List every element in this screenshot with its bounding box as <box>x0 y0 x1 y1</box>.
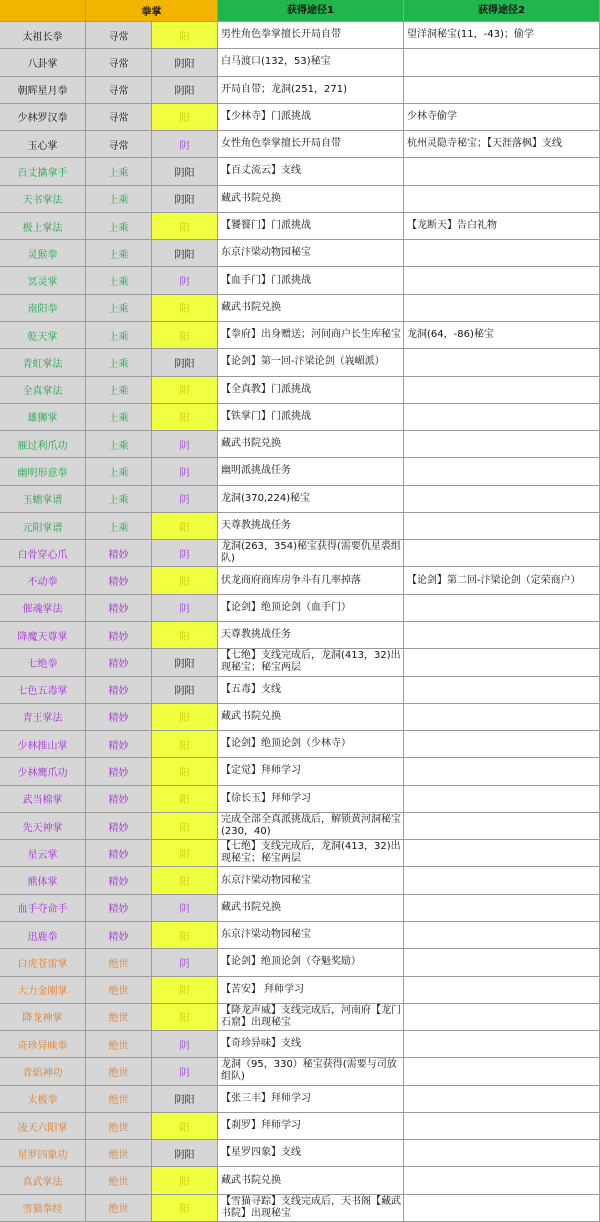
skill-name-cell: 南阳拳 <box>0 295 86 322</box>
source1-cell: 【论剑】第一回-汴梁论剑（峩嵋派） <box>218 349 404 376</box>
table-row <box>0 622 600 649</box>
grade-cell: 精妙 <box>86 922 152 949</box>
skill-name-cell: 全真掌法 <box>0 377 86 404</box>
yinyang-cell: 阴 <box>152 540 218 567</box>
yinyang-cell: 阳 <box>152 1167 218 1194</box>
source2-cell <box>404 49 600 76</box>
grade-cell: 精妙 <box>86 895 152 922</box>
skill-name-cell: 天书掌法 <box>0 186 86 213</box>
skill-name-cell: 幽明形意拳 <box>0 458 86 485</box>
skill-name-cell: 真武掌法 <box>0 1167 86 1194</box>
source1-cell: 【百丈流云】支线 <box>218 158 404 185</box>
source1-cell: 男性角色拳掌擅长开局自带 <box>218 22 404 49</box>
table-row <box>0 567 600 594</box>
source2-cell <box>404 240 600 267</box>
table-row <box>0 1140 600 1167</box>
grade-cell: 寻常 <box>86 22 152 49</box>
grade-cell: 绝世 <box>86 1086 152 1113</box>
grade-cell: 上乘 <box>86 240 152 267</box>
grade-cell: 上乘 <box>86 486 152 513</box>
skill-name-cell: 冥灵掌 <box>0 267 86 294</box>
grade-cell: 上乘 <box>86 404 152 431</box>
skill-name-cell: 雁过利爪功 <box>0 431 86 458</box>
grade-cell: 绝世 <box>86 1167 152 1194</box>
source2-cell <box>404 1113 600 1140</box>
source2-cell <box>404 1086 600 1113</box>
source1-cell: 【论剑】绝顶论剑（夺魁奖励） <box>218 949 404 976</box>
source1-cell: 女性角色拳掌擅长开局自带 <box>218 131 404 158</box>
grade-cell: 上乘 <box>86 158 152 185</box>
source1-cell: 【少林寺】门派挑战 <box>218 104 404 131</box>
skill-name-cell: 玉心掌 <box>0 131 86 158</box>
source1-cell: 藏武书院兑换 <box>218 186 404 213</box>
skill-name-cell: 降魔天尊掌 <box>0 622 86 649</box>
table-row <box>0 458 600 485</box>
skill-name-cell: 太祖长拳 <box>0 22 86 49</box>
skill-name-cell: 七绝拳 <box>0 649 86 676</box>
yinyang-cell: 阴阳 <box>152 240 218 267</box>
skill-name-cell: 催魂掌法 <box>0 595 86 622</box>
source2-cell <box>404 595 600 622</box>
table-row <box>0 1031 600 1058</box>
source2-cell: 杭州灵隐寺秘宝；【天涯落枫】支线 <box>404 131 600 158</box>
source2-cell <box>404 1004 600 1031</box>
table-row <box>0 267 600 294</box>
table-row <box>0 77 600 104</box>
skill-name-cell: 朝辉星月拳 <box>0 77 86 104</box>
yinyang-cell: 阳 <box>152 513 218 540</box>
table-row <box>0 867 600 894</box>
yinyang-cell: 阴 <box>152 1058 218 1085</box>
table-row <box>0 758 600 785</box>
grade-cell: 上乘 <box>86 349 152 376</box>
grade-cell: 寻常 <box>86 104 152 131</box>
yinyang-cell: 阳 <box>152 813 218 840</box>
table-row <box>0 49 600 76</box>
grade-cell: 上乘 <box>86 322 152 349</box>
table-row <box>0 840 600 867</box>
yinyang-cell: 阴 <box>152 431 218 458</box>
source2-cell <box>404 267 600 294</box>
yinyang-cell: 阳 <box>152 295 218 322</box>
source2-cell <box>404 949 600 976</box>
table-row <box>0 1058 600 1085</box>
grade-cell: 精妙 <box>86 649 152 676</box>
source2-cell <box>404 813 600 840</box>
source2-cell <box>404 513 600 540</box>
yinyang-cell: 阴阳 <box>152 49 218 76</box>
source1-cell: 藏武书院兑换 <box>218 1167 404 1194</box>
yinyang-cell: 阴阳 <box>152 677 218 704</box>
source1-cell: 【苦安】 拜师学习 <box>218 977 404 1004</box>
source1-cell: 天尊教挑战任务 <box>218 622 404 649</box>
source1-cell: 天尊教挑战任务 <box>218 513 404 540</box>
source1-cell: 藏武书院兑换 <box>218 704 404 731</box>
source1-cell: 东京汴梁动物园秘宝 <box>218 922 404 949</box>
table-row <box>0 322 600 349</box>
source2-cell <box>404 404 600 431</box>
skill-name-cell: 少林鹰爪功 <box>0 758 86 785</box>
source1-cell: 白马渡口(132，53)秘宝 <box>218 49 404 76</box>
grade-cell: 精妙 <box>86 595 152 622</box>
source1-cell: 【定觉】拜师学习 <box>218 758 404 785</box>
skill-name-cell: 白骨穿心爪 <box>0 540 86 567</box>
table-row <box>0 349 600 376</box>
yinyang-cell: 阳 <box>152 1004 218 1031</box>
yinyang-cell: 阳 <box>152 213 218 240</box>
grade-cell: 精妙 <box>86 840 152 867</box>
table-row <box>0 104 600 131</box>
grade-cell: 上乘 <box>86 186 152 213</box>
grade-cell: 精妙 <box>86 786 152 813</box>
source2-cell: 【论剑】第二回-汴梁论剑（定荣商户） <box>404 567 600 594</box>
yinyang-cell: 阴阳 <box>152 1086 218 1113</box>
table-row <box>0 949 600 976</box>
skill-name-cell: 乾天掌 <box>0 322 86 349</box>
grade-cell: 上乘 <box>86 295 152 322</box>
grade-cell: 寻常 <box>86 77 152 104</box>
yinyang-cell: 阳 <box>152 758 218 785</box>
skill-name-cell: 八卦掌 <box>0 49 86 76</box>
source1-cell: 【七绝】支线完成后，龙洞(413，32)出现秘宝；秘宝两层 <box>218 840 404 867</box>
yinyang-cell: 阳 <box>152 704 218 731</box>
source1-cell: 伏龙商府商库房争斗有几率掉落 <box>218 567 404 594</box>
source1-cell: 龙洞(263，354)秘宝获得(需要仇星裘组队) <box>218 540 404 567</box>
skill-name-cell: 百丈擒拿手 <box>0 158 86 185</box>
source1-cell: 【张三丰】拜师学习 <box>218 1086 404 1113</box>
grade-cell: 绝世 <box>86 1140 152 1167</box>
grade-cell: 绝世 <box>86 1031 152 1058</box>
table-row <box>0 295 600 322</box>
source1-cell: 【论剑】绝顶论剑（少林寺） <box>218 731 404 758</box>
table-row <box>0 431 600 458</box>
header-source1-cell: 获得途径1 <box>218 0 404 22</box>
skill-name-cell: 不动拳 <box>0 567 86 594</box>
source2-cell <box>404 895 600 922</box>
source1-cell: 开局自带；龙洞(251，271) <box>218 77 404 104</box>
source1-cell: 藏武书院兑换 <box>218 895 404 922</box>
yinyang-cell: 阴阳 <box>152 77 218 104</box>
skill-name-cell: 奇珍异味拳 <box>0 1031 86 1058</box>
yinyang-cell: 阳 <box>152 622 218 649</box>
table-row <box>0 1086 600 1113</box>
source2-cell <box>404 377 600 404</box>
source2-cell <box>404 431 600 458</box>
skill-name-cell: 熊体掌 <box>0 867 86 894</box>
yinyang-cell: 阴 <box>152 131 218 158</box>
source2-cell <box>404 677 600 704</box>
table-row <box>0 977 600 1004</box>
grade-cell: 绝世 <box>86 1004 152 1031</box>
source1-cell: 【星罗四象】支线 <box>218 1140 404 1167</box>
yinyang-cell: 阴 <box>152 486 218 513</box>
grade-cell: 绝世 <box>86 949 152 976</box>
grade-cell: 精妙 <box>86 567 152 594</box>
table-row <box>0 922 600 949</box>
source1-cell: 【七绝】支线完成后，龙洞(413，32)出现秘宝；秘宝两层 <box>218 649 404 676</box>
skill-name-cell: 元阳掌谱 <box>0 513 86 540</box>
source2-cell <box>404 1195 600 1222</box>
source2-cell <box>404 786 600 813</box>
yinyang-cell: 阳 <box>152 567 218 594</box>
yinyang-cell: 阴阳 <box>152 649 218 676</box>
source1-cell: 【雪猫寻踪】支线完成后，天书阁【藏武书院】出现秘宝 <box>218 1195 404 1222</box>
source2-cell <box>404 77 600 104</box>
table-row <box>0 813 600 840</box>
header-source2-cell: 获得途径2 <box>404 0 600 22</box>
skill-name-cell: 雄狮掌 <box>0 404 86 431</box>
table-row <box>0 649 600 676</box>
header-name-cell <box>0 0 86 22</box>
skill-name-cell: 先天神掌 <box>0 813 86 840</box>
skill-name-cell: 少林推山掌 <box>0 731 86 758</box>
skill-name-cell: 大力金刚掌 <box>0 977 86 1004</box>
skill-name-cell: 武当棉掌 <box>0 786 86 813</box>
grade-cell: 上乘 <box>86 458 152 485</box>
table-row <box>0 1167 600 1194</box>
source2-cell: 龙洞(64，-86)秘宝 <box>404 322 600 349</box>
source2-cell: 少林寺偷学 <box>404 104 600 131</box>
source2-cell <box>404 1058 600 1085</box>
yinyang-cell: 阴阳 <box>152 186 218 213</box>
source2-cell <box>404 922 600 949</box>
table-row <box>0 186 600 213</box>
yinyang-cell: 阳 <box>152 322 218 349</box>
yinyang-cell: 阳 <box>152 922 218 949</box>
source2-cell <box>404 540 600 567</box>
yinyang-cell: 阴 <box>152 1031 218 1058</box>
skill-name-cell: 凌天六阳掌 <box>0 1113 86 1140</box>
table-row <box>0 1113 600 1140</box>
table-row <box>0 540 600 567</box>
source1-cell: 【五毒】支线 <box>218 677 404 704</box>
grade-cell: 精妙 <box>86 867 152 894</box>
source1-cell: 【饕餮门】门派挑战 <box>218 213 404 240</box>
source2-cell <box>404 1140 600 1167</box>
grade-cell: 精妙 <box>86 704 152 731</box>
table-row <box>0 513 600 540</box>
table-row <box>0 22 600 49</box>
source1-cell: 【徐长玉】拜师学习 <box>218 786 404 813</box>
grade-cell: 上乘 <box>86 513 152 540</box>
table-row <box>0 213 600 240</box>
source2-cell <box>404 977 600 1004</box>
yinyang-cell: 阳 <box>152 22 218 49</box>
grade-cell: 精妙 <box>86 677 152 704</box>
table-row <box>0 1004 600 1031</box>
source2-cell <box>404 704 600 731</box>
yinyang-cell: 阴 <box>152 895 218 922</box>
table-row <box>0 1195 600 1222</box>
table-row <box>0 486 600 513</box>
table-row <box>0 731 600 758</box>
source2-cell <box>404 186 600 213</box>
source2-cell <box>404 486 600 513</box>
table-row <box>0 895 600 922</box>
skill-name-cell: 青焰神功 <box>0 1058 86 1085</box>
yinyang-cell: 阳 <box>152 840 218 867</box>
skill-name-cell: 星云掌 <box>0 840 86 867</box>
skill-name-cell: 少林罗汉拳 <box>0 104 86 131</box>
source1-cell: 【铁掌门】门派挑战 <box>218 404 404 431</box>
grade-cell: 绝世 <box>86 1113 152 1140</box>
source1-cell: 【降龙声威】支线完成后，河南府【龙门石窟】出现秘宝 <box>218 1004 404 1031</box>
source1-cell: 幽明派挑战任务 <box>218 458 404 485</box>
source1-cell: 龙洞（95，330）秘宝获得(需要与司放组队) <box>218 1058 404 1085</box>
source1-cell: 【全真教】门派挑战 <box>218 377 404 404</box>
yinyang-cell: 阴 <box>152 949 218 976</box>
skill-name-cell: 雪猫拳经 <box>0 1195 86 1222</box>
yinyang-cell: 阳 <box>152 786 218 813</box>
grade-cell: 精妙 <box>86 813 152 840</box>
table-row <box>0 404 600 431</box>
grade-cell: 寻常 <box>86 131 152 158</box>
yinyang-cell: 阴 <box>152 458 218 485</box>
grade-cell: 精妙 <box>86 731 152 758</box>
source2-cell <box>404 867 600 894</box>
source1-cell: 【论剑】绝顶论剑（血手门） <box>218 595 404 622</box>
grade-cell: 上乘 <box>86 431 152 458</box>
skill-name-cell: 极上掌法 <box>0 213 86 240</box>
source1-cell: 龙洞(370,224)秘宝 <box>218 486 404 513</box>
table-row <box>0 704 600 731</box>
skill-name-cell: 白虎苍雷掌 <box>0 949 86 976</box>
grade-cell: 绝世 <box>86 977 152 1004</box>
grade-cell: 上乘 <box>86 377 152 404</box>
yinyang-cell: 阴阳 <box>152 349 218 376</box>
skill-name-cell: 太极拳 <box>0 1086 86 1113</box>
skill-name-cell: 血手夺命手 <box>0 895 86 922</box>
yinyang-cell: 阴阳 <box>152 158 218 185</box>
source1-cell: 【拳府】出身赠送；河间商户长生库秘宝 <box>218 322 404 349</box>
source2-cell <box>404 158 600 185</box>
source2-cell <box>404 1167 600 1194</box>
table-row <box>0 595 600 622</box>
source2-cell: 望洋洞秘宝(11，-43)；偷学 <box>404 22 600 49</box>
skill-name-cell: 青虹掌法 <box>0 349 86 376</box>
yinyang-cell: 阴阳 <box>152 1140 218 1167</box>
source2-cell <box>404 731 600 758</box>
source2-cell <box>404 622 600 649</box>
yinyang-cell: 阳 <box>152 377 218 404</box>
source2-cell <box>404 1031 600 1058</box>
source2-cell <box>404 840 600 867</box>
source1-cell: 藏武书院兑换 <box>218 295 404 322</box>
table-row <box>0 786 600 813</box>
yinyang-cell: 阳 <box>152 867 218 894</box>
yinyang-cell: 阳 <box>152 977 218 1004</box>
grade-cell: 精妙 <box>86 540 152 567</box>
yinyang-cell: 阳 <box>152 1195 218 1222</box>
source2-cell <box>404 758 600 785</box>
grade-cell: 上乘 <box>86 213 152 240</box>
source1-cell: 【奇珍异味】支线 <box>218 1031 404 1058</box>
skill-name-cell: 七色五毒掌 <box>0 677 86 704</box>
yinyang-cell: 阴 <box>152 595 218 622</box>
source2-cell <box>404 458 600 485</box>
source2-cell <box>404 649 600 676</box>
source1-cell: 【血手门】门派挑战 <box>218 267 404 294</box>
source2-cell <box>404 295 600 322</box>
source1-cell: 【刹罗】拜师学习 <box>218 1113 404 1140</box>
table-row <box>0 158 600 185</box>
source2-cell <box>404 349 600 376</box>
skill-name-cell: 迅鹿拳 <box>0 922 86 949</box>
grade-cell: 精妙 <box>86 758 152 785</box>
source1-cell: 东京汴梁动物园秘宝 <box>218 240 404 267</box>
table-row <box>0 131 600 158</box>
table-header <box>0 0 600 22</box>
source1-cell: 东京汴梁动物园秘宝 <box>218 867 404 894</box>
grade-cell: 绝世 <box>86 1058 152 1085</box>
grade-cell: 上乘 <box>86 267 152 294</box>
yinyang-cell: 阳 <box>152 104 218 131</box>
skill-name-cell: 降龙神掌 <box>0 1004 86 1031</box>
grade-cell: 精妙 <box>86 622 152 649</box>
grade-cell: 绝世 <box>86 1195 152 1222</box>
skill-name-cell: 星罗四象功 <box>0 1140 86 1167</box>
table-row <box>0 677 600 704</box>
yinyang-cell: 阳 <box>152 404 218 431</box>
table-row <box>0 240 600 267</box>
yinyang-cell: 阳 <box>152 1113 218 1140</box>
yinyang-cell: 阳 <box>152 731 218 758</box>
skill-name-cell: 灵猴拳 <box>0 240 86 267</box>
yinyang-cell: 阴 <box>152 267 218 294</box>
source1-cell: 完成全部全真派挑战后，解锁黄河洞秘宝(230，40) <box>218 813 404 840</box>
skill-name-cell: 玉蟾掌谱 <box>0 486 86 513</box>
skill-name-cell: 青王掌法 <box>0 704 86 731</box>
grade-cell: 寻常 <box>86 49 152 76</box>
table-row <box>0 377 600 404</box>
header-grade-cell: 拳掌 <box>86 0 218 22</box>
source2-cell: 【龙断天】告白礼物 <box>404 213 600 240</box>
source1-cell: 藏武书院兑换 <box>218 431 404 458</box>
